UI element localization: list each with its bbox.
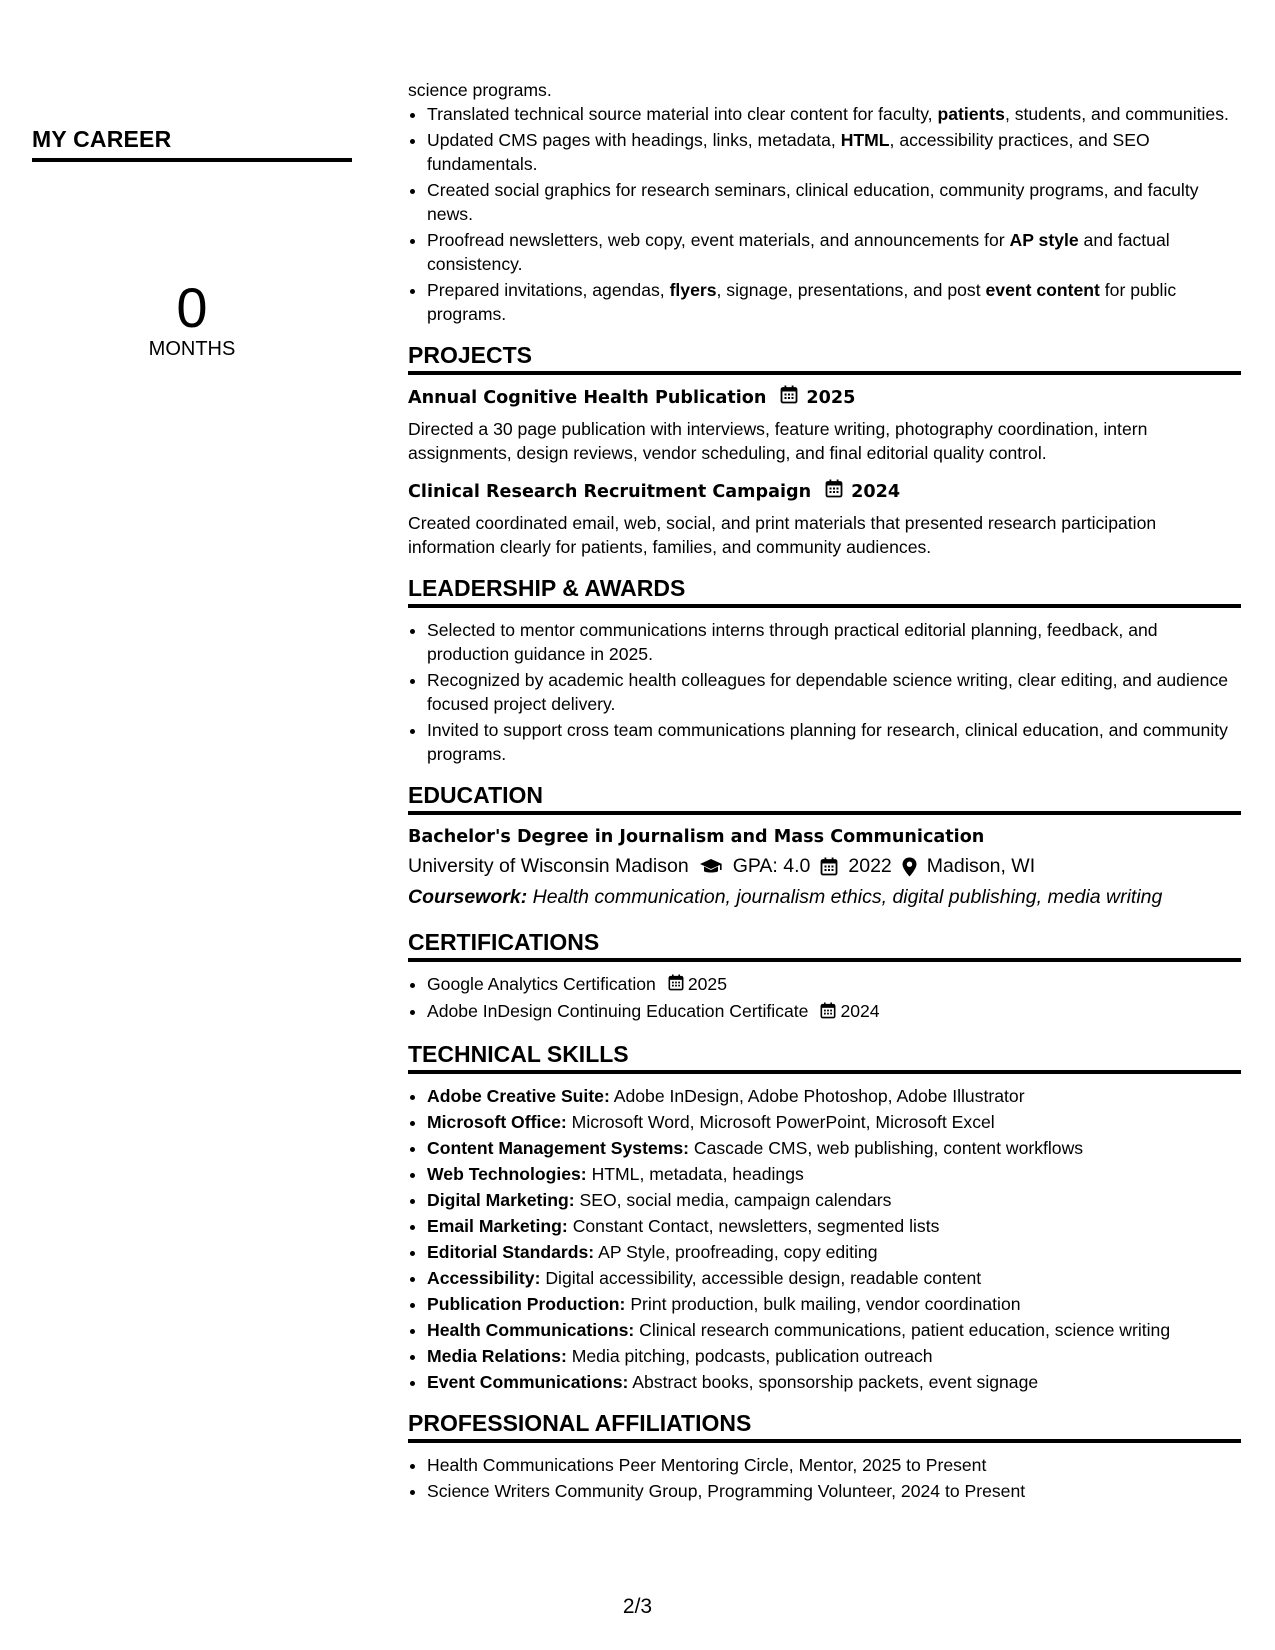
degree-title: Bachelor's Degree in Journalism and Mass Communication (408, 827, 985, 847)
affiliations-section (408, 1410, 1241, 1503)
keyword: HTML (840, 130, 890, 150)
experience-bullet (427, 278, 1241, 326)
section-title-certifications: CERTIFICATIONS (408, 929, 1241, 962)
affiliations-list (408, 1453, 1241, 1503)
certifications-list (408, 972, 1241, 1025)
experience-bullet (427, 102, 1241, 126)
education-section (408, 782, 1241, 909)
skill-item (427, 1344, 1241, 1368)
certifications-section (408, 929, 1241, 1025)
calendar-icon (820, 857, 838, 876)
career-duration (32, 278, 352, 361)
project-header (408, 385, 1241, 411)
skill-values: Constant Contact, newsletters, segmented lists (572, 1215, 940, 1236)
leadership-section (408, 575, 1241, 766)
bullet-text: for public programs. (427, 280, 1177, 324)
skill-item (427, 1292, 1241, 1316)
project-year: 2025 (806, 388, 856, 408)
project-entry (408, 479, 1241, 559)
skill-values: SEO, social media, campaign calendars (579, 1189, 892, 1210)
keyword: patients (937, 104, 1005, 124)
project-description: Directed a 30 page publication with interviews, feature writing, photography coordination, intern assignments, design reviews, vendor scheduling, and final editorial quality control. (408, 419, 1148, 463)
gpa: GPA: 4.0 (732, 855, 811, 877)
section-title-education: EDUCATION (408, 782, 1241, 815)
skills-section (408, 1041, 1241, 1394)
skill-values: Cascade CMS, web publishing, content workflows (693, 1137, 1084, 1158)
skill-values: AP Style, proofreading, copy editing (598, 1241, 878, 1262)
skill-item (427, 1266, 1241, 1290)
keyword: event content (985, 280, 1100, 300)
skill-category: Media Relations: (427, 1345, 567, 1366)
section-title-leadership: LEADERSHIP & AWARDS (408, 575, 1241, 608)
skill-values: Media pitching, podcasts, publication outreach (571, 1345, 933, 1366)
certification-name: Google Analytics Certification (427, 974, 656, 994)
project-year: 2024 (851, 482, 901, 502)
skill-category: Adobe Creative Suite: (427, 1085, 610, 1106)
graduation-year: 2022 (848, 855, 892, 877)
bullet-text: Proofread newsletters, web copy, event materials, and announcements for (427, 230, 1010, 250)
skill-category: Digital Marketing: (427, 1189, 575, 1210)
skill-values: Microsoft Word, Microsoft PowerPoint, Microsoft Excel (571, 1111, 995, 1132)
certification-item (427, 999, 1241, 1024)
bullet-text: Prepared invitations, agendas, (427, 280, 670, 300)
bullet-text: , accessibility practices, and SEO fundamentals. (427, 130, 1150, 174)
experience-continued-text: science programs. (408, 80, 552, 100)
certification-year: 2025 (687, 974, 727, 994)
school-name: University of Wisconsin Madison (408, 855, 689, 877)
map-pin-icon (902, 857, 917, 877)
experience-bullet (427, 128, 1241, 176)
skill-category: Publication Production: (427, 1293, 626, 1314)
keyword: AP style (1009, 230, 1079, 250)
skill-values: Print production, bulk mailing, vendor coordination (630, 1293, 1021, 1314)
sidebar-heading: MY CAREER (32, 126, 352, 162)
skill-category: Microsoft Office: (427, 1111, 567, 1132)
project-entry (408, 385, 1241, 465)
leadership-item: • Recognized by academic health colleagues for dependable science writing, clear editing, and audience focused project delivery. (427, 668, 1241, 716)
bullet-text: Updated CMS pages with headings, links, metadata, (427, 130, 841, 150)
section-title-skills: TECHNICAL SKILLS (408, 1041, 1241, 1074)
bullet-text: , students, and communities. (1004, 104, 1229, 124)
skill-category: Health Communications: (427, 1319, 635, 1340)
bullet-text: and factual consistency. (427, 230, 1170, 274)
leadership-list (408, 618, 1241, 766)
leadership-item: • Invited to support cross team communications planning for research, clinical education, and community programs. (427, 718, 1241, 766)
education-details (408, 855, 1241, 878)
bullet-text: Translated technical source material into clear content for faculty, (427, 104, 938, 124)
experience-bullet (427, 228, 1241, 276)
project-name: Annual Cognitive Health Publication (408, 388, 767, 408)
skill-values: HTML, metadata, headings (591, 1163, 804, 1184)
skill-category: Accessibility: (427, 1267, 541, 1288)
skill-category: Content Management Systems: (427, 1137, 689, 1158)
skill-category: Editorial Standards: (427, 1241, 595, 1262)
calendar-icon (820, 1001, 836, 1025)
calendar-icon (780, 385, 798, 411)
skill-category: Email Marketing: (427, 1215, 568, 1236)
skill-item (427, 1110, 1241, 1134)
skill-category: Web Technologies: (427, 1163, 587, 1184)
certification-year: 2024 (840, 1001, 880, 1022)
skill-item (427, 1084, 1241, 1108)
coursework (408, 886, 1241, 909)
page-number: 2/3 (622, 1595, 653, 1618)
leadership-item: • Selected to mentor communications interns through practical editorial planning, feedback, and production guidance in 2025. (427, 618, 1241, 666)
project-description: Created coordinated email, web, social, and print materials that presented research participation information clearly for patients, families, and community audiences. (408, 513, 1157, 557)
affiliation-item: • Science Writers Community Group, Programming Volunteer, 2024 to Present (427, 1479, 1241, 1503)
skill-item (427, 1318, 1241, 1342)
skill-values: Adobe InDesign, Adobe Photoshop, Adobe Illustrator (613, 1085, 1025, 1106)
skill-values: Abstract books, sponsorship packets, event signage (632, 1371, 1039, 1392)
main-column (408, 78, 1241, 1505)
project-name: Clinical Research Recruitment Campaign (408, 482, 812, 502)
calendar-icon (668, 973, 684, 997)
certification-name: Adobe InDesign Continuing Education Certificate (427, 1001, 809, 1022)
skill-item (427, 1162, 1241, 1186)
skill-item (427, 1240, 1241, 1264)
projects-section (408, 342, 1241, 559)
career-unit: MONTHS (148, 338, 236, 360)
skill-item (427, 1188, 1241, 1212)
coursework-text: Health communication, journalism ethics, digital publishing, media writing (532, 886, 1163, 908)
experience-bullets (408, 102, 1241, 326)
graduation-cap-icon (699, 858, 723, 876)
bullet-text: , signage, presentations, and post (716, 280, 986, 300)
affiliation-item: • Health Communications Peer Mentoring Circle, Mentor, 2025 to Present (427, 1453, 1241, 1477)
coursework-label: Coursework: (408, 886, 528, 908)
skill-category: Event Communications: (427, 1371, 629, 1392)
skill-item (427, 1370, 1241, 1394)
section-title-projects: PROJECTS (408, 342, 1241, 375)
skill-values: Clinical research communications, patient education, science writing (639, 1319, 1171, 1340)
section-title-affiliations: PROFESSIONAL AFFILIATIONS (408, 1410, 1241, 1443)
skill-item (427, 1214, 1241, 1238)
sidebar (32, 126, 352, 361)
project-header (408, 479, 1241, 505)
calendar-icon (825, 479, 843, 505)
skill-values: Digital accessibility, accessible design, readable content (545, 1267, 982, 1288)
experience-bullet (427, 178, 1241, 226)
skills-list (408, 1084, 1241, 1394)
skill-item (427, 1136, 1241, 1160)
school-location: Madison, WI (926, 855, 1036, 877)
career-number: 0 (176, 276, 208, 339)
keyword: flyers (669, 280, 717, 300)
certification-item (427, 972, 1241, 997)
bullet-text: Created social graphics for research seminars, clinical education, community programs, and faculty news. (427, 180, 1199, 224)
